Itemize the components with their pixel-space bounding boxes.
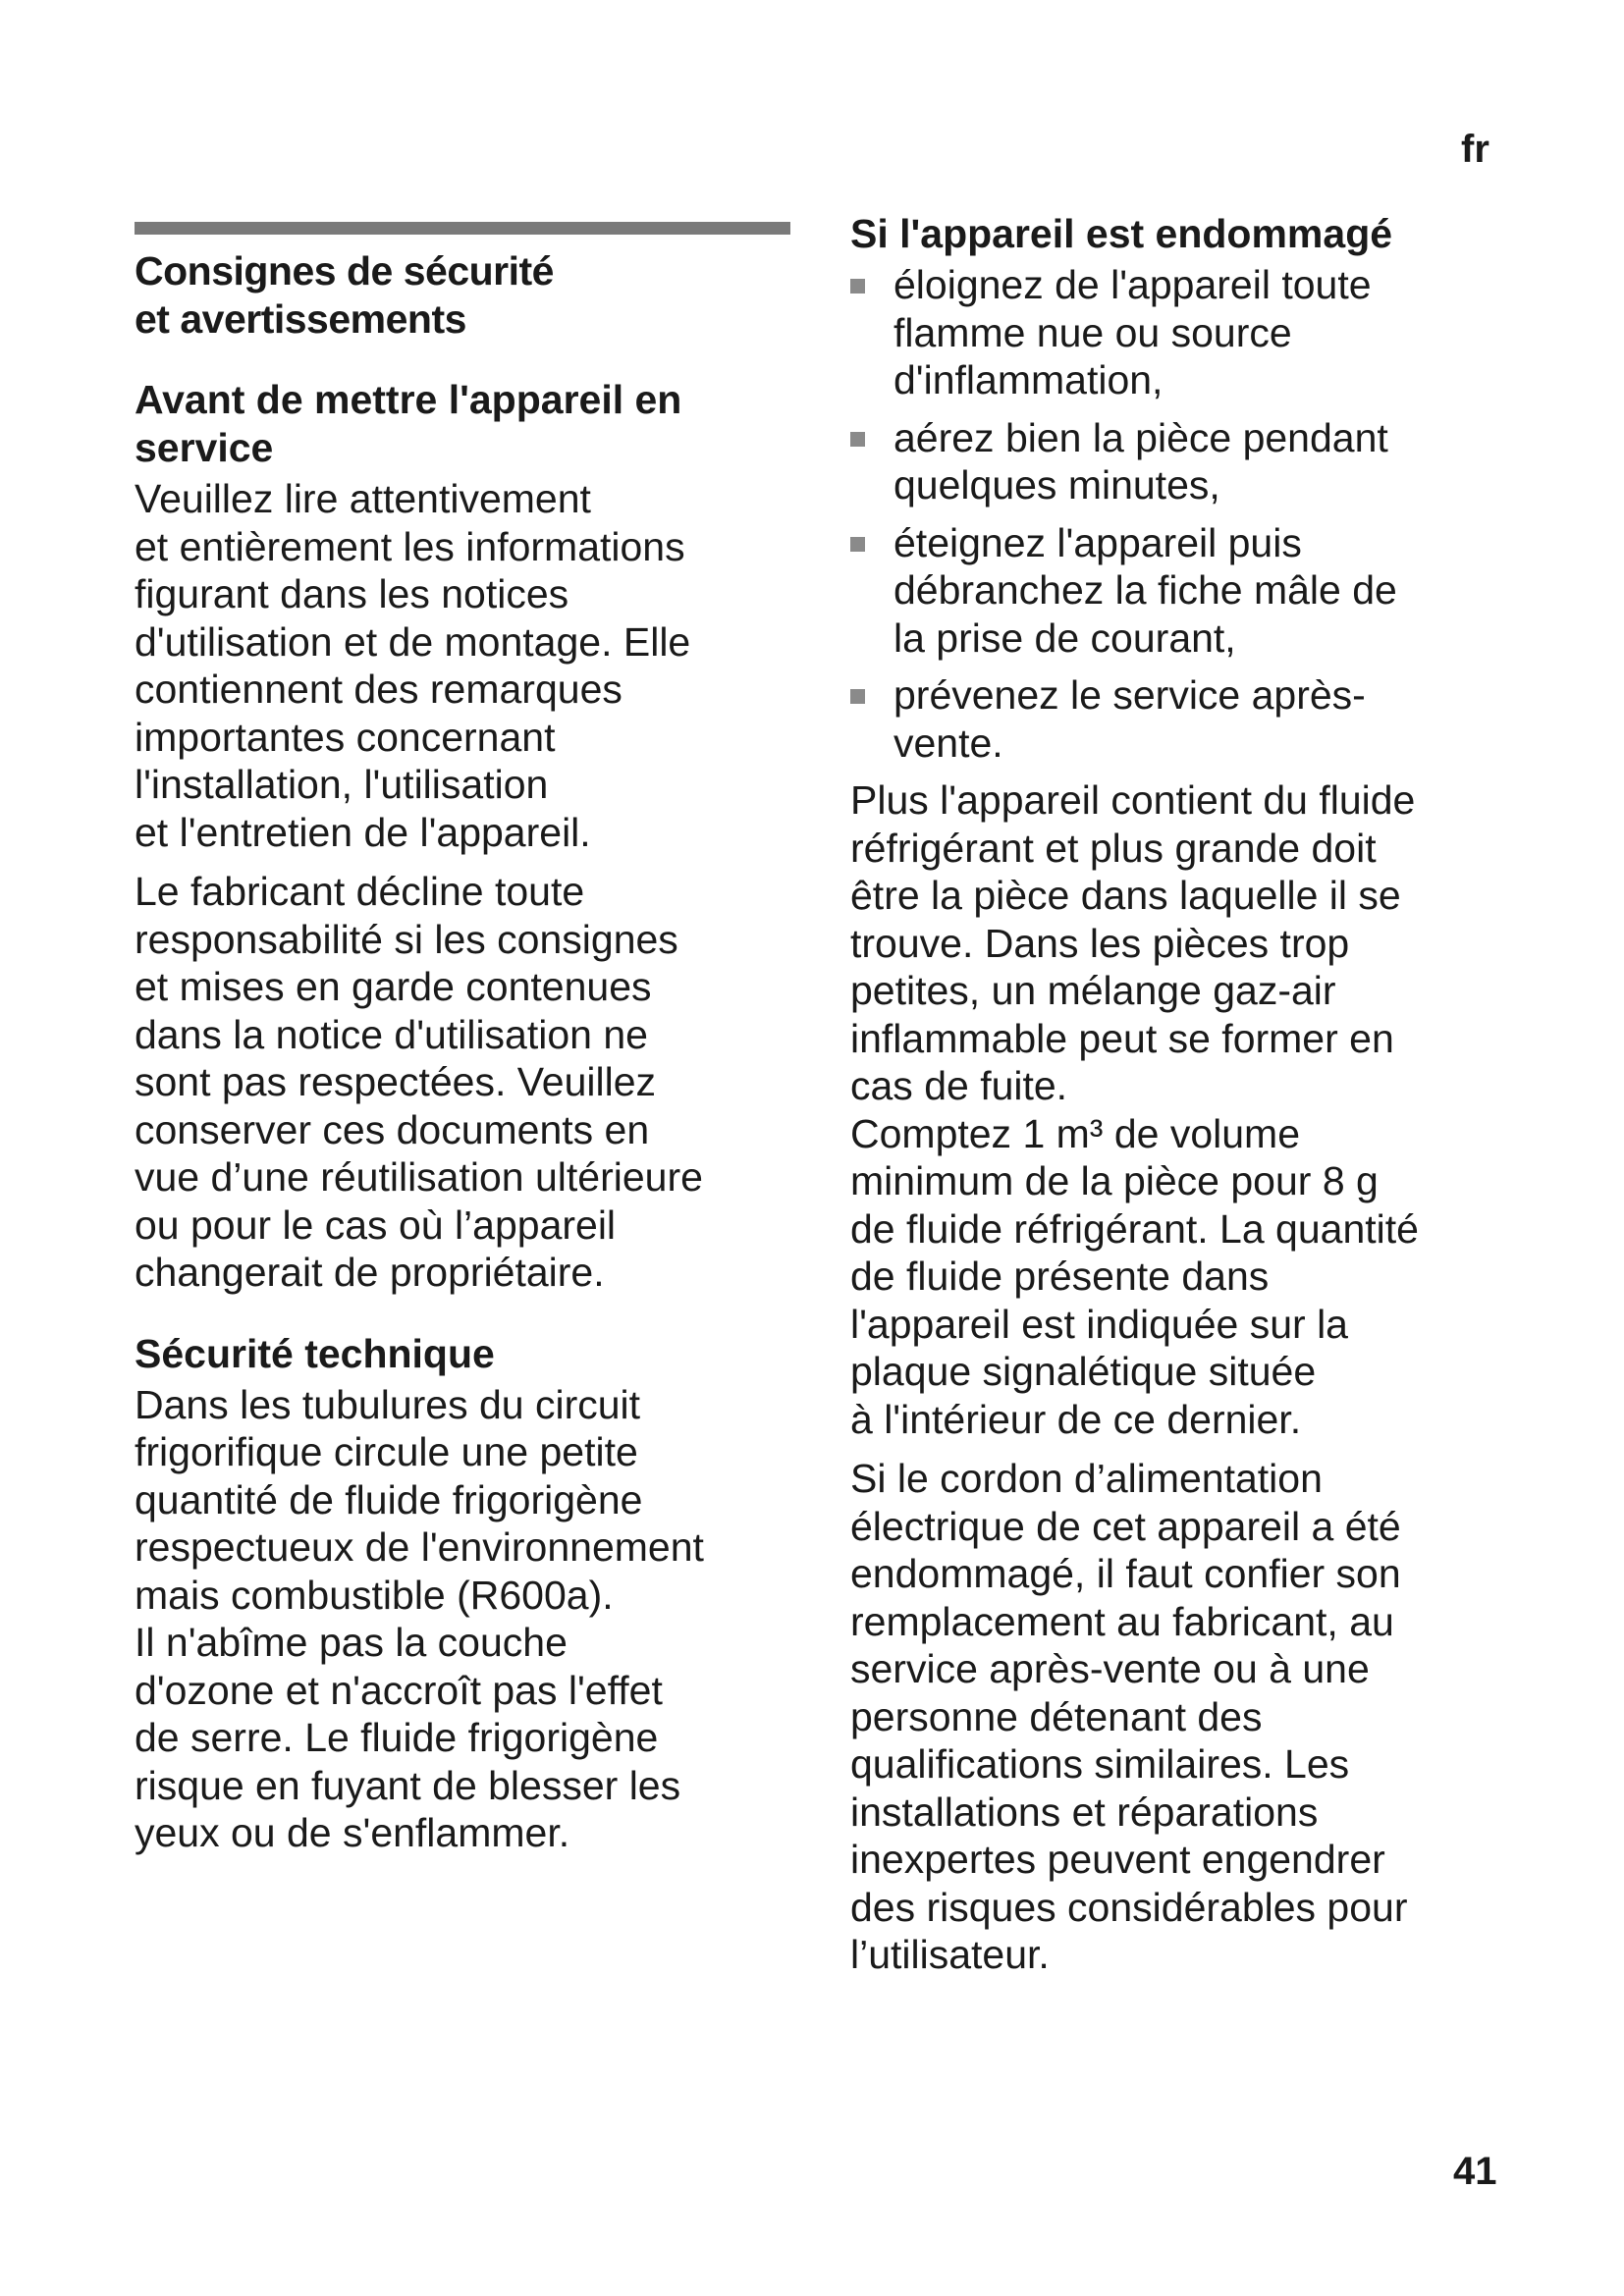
list-item-text: aérez bien la pièce pendant quelques minutes, — [893, 414, 1388, 507]
paragraph-power-cord: Si le cordon d’alimentation électrique de cet appareil a été endommagé, il faut confier son remplacement au fabricant, au service après-vente ou à une personne détenant des qualifications similaires. Les installations et réparations inexpertes peuvent engendrer des risques considérables pour l’utilisateur. — [850, 1456, 1408, 1977]
paragraph-room-volume: Plus l'appareil contient du fluide réfrigérant et plus grande doit être la pièce dans laquelle il se trouve. Dans les pièces trop petites, un mélange gaz-air inflammable peut se former en cas de fuite. Comptez 1 m³ de volume minimum de la pièce pour 8 g de fluide réfrigérant. La quantité de fluide présente dans l'appareil est indiquée sur la plaque signalétique située à l'intérieur de ce dernier. — [850, 777, 1419, 1442]
list-item-text: éloignez de l'appareil toute flamme nue ou source d'inflammation, — [893, 262, 1372, 402]
square-bullet-icon — [850, 279, 865, 294]
list-item — [850, 671, 1518, 767]
list-item-text: prévenez le service après- vente. — [893, 672, 1366, 766]
list-item — [850, 261, 1518, 404]
left-column — [135, 247, 802, 1857]
language-code: fr — [1461, 128, 1489, 171]
list-item — [850, 414, 1518, 509]
square-bullet-icon — [850, 432, 865, 447]
section-divider — [135, 222, 790, 235]
section-heading-technical-safety: Sécurité technique — [135, 1330, 495, 1376]
paragraph-manufacturer-liability: Le fabricant décline toute responsabilité si les consignes et mises en garde contenues dans la notice d'utilisation ne sont pas respectées. Veuillez conserver ces documents en vue d’une réutilisation ultérieure ou pour le cas où l’appareil changerait de propriétaire. — [135, 869, 703, 1295]
list-item — [850, 519, 1518, 663]
right-column — [850, 210, 1518, 1979]
paragraph-refrigerant: Dans les tubulures du circuit frigorifique circule une petite quantité de fluide frigorigène respectueux de l'environnement mais combustible (R600a). Il n'abîme pas la couche d'ozone et n'accroît pas l'effet de serre. Le fluide frigorigène risque en fuyant de blesser les yeux ou de s'enflammer. — [135, 1381, 704, 1855]
section-heading-before-use: Avant de mettre l'appareil en service — [135, 377, 682, 470]
paragraph-read-instructions: Veuillez lire attentivement et entièrement les informations figurant dans les notices d'utilisation et de montage. Elle contiennent des remarques importantes concernant l'installation, l'utilisation et l'entretien de l'appareil. — [135, 476, 691, 855]
page-number: 41 — [1453, 2150, 1497, 2193]
page-title: Consignes de sécurité et avertissements — [135, 248, 554, 342]
square-bullet-icon — [850, 537, 865, 552]
section-heading-damaged-appliance: Si l'appareil est endommagé — [850, 211, 1393, 256]
damage-steps-list — [850, 261, 1518, 767]
square-bullet-icon — [850, 689, 865, 704]
list-item-text: éteignez l'appareil puis débranchez la fiche mâle de la prise de courant, — [893, 519, 1397, 661]
